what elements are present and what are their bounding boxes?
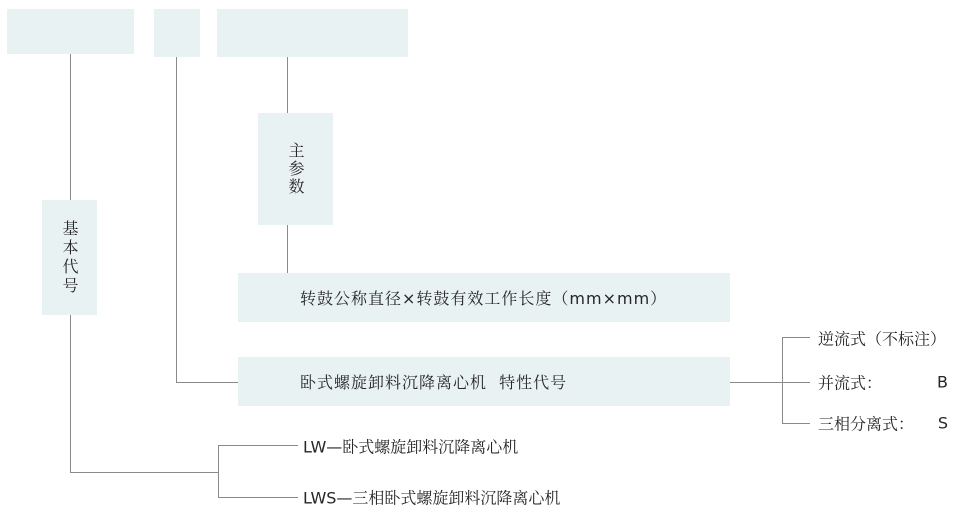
connector-bottom-branch-vertical xyxy=(218,445,219,498)
code-slot-parameter xyxy=(217,9,408,57)
label-basic-code: 基本代号 xyxy=(42,200,97,315)
row-drum-dimensions: 转鼓公称直径×转鼓有效工作长度（mm×mm） xyxy=(238,273,730,322)
feature-option-code: B xyxy=(937,372,948,392)
label-main-parameter: 主参数 xyxy=(258,113,333,225)
basic-code-option-lw: LW—卧式螺旋卸料沉降离心机 xyxy=(303,437,519,457)
connector-bottom-branch-tick-1 xyxy=(218,445,298,446)
feature-option-code: S xyxy=(937,413,948,433)
connector-right-branch-tick-1 xyxy=(782,337,810,338)
basic-code-option-lws: LWS—三相卧式螺旋卸料沉降离心机 xyxy=(303,488,561,508)
connector-bottom-branch-stem xyxy=(70,472,219,473)
feature-option-counterflow xyxy=(818,327,948,350)
connector-right-branch-tick-3 xyxy=(782,423,810,424)
connector-feature-vertical xyxy=(176,57,177,383)
connector-right-branch-stem xyxy=(730,382,810,383)
feature-option-cocurrent xyxy=(818,371,948,394)
row-machine-type: 卧式螺旋卸料沉降离心机 特性代号 xyxy=(238,357,730,406)
code-slot-feature xyxy=(154,9,200,57)
feature-option-label: 并流式： xyxy=(818,373,883,393)
connector-feature-elbow xyxy=(176,382,239,383)
connector-bottom-branch-tick-2 xyxy=(218,497,298,498)
connector-right-branch-vertical xyxy=(782,337,783,424)
feature-option-three-phase xyxy=(818,412,948,435)
code-slot-basic xyxy=(7,9,134,54)
feature-option-label: 逆流式（不标注） xyxy=(818,329,947,349)
feature-option-label: 三相分离式： xyxy=(818,414,915,434)
